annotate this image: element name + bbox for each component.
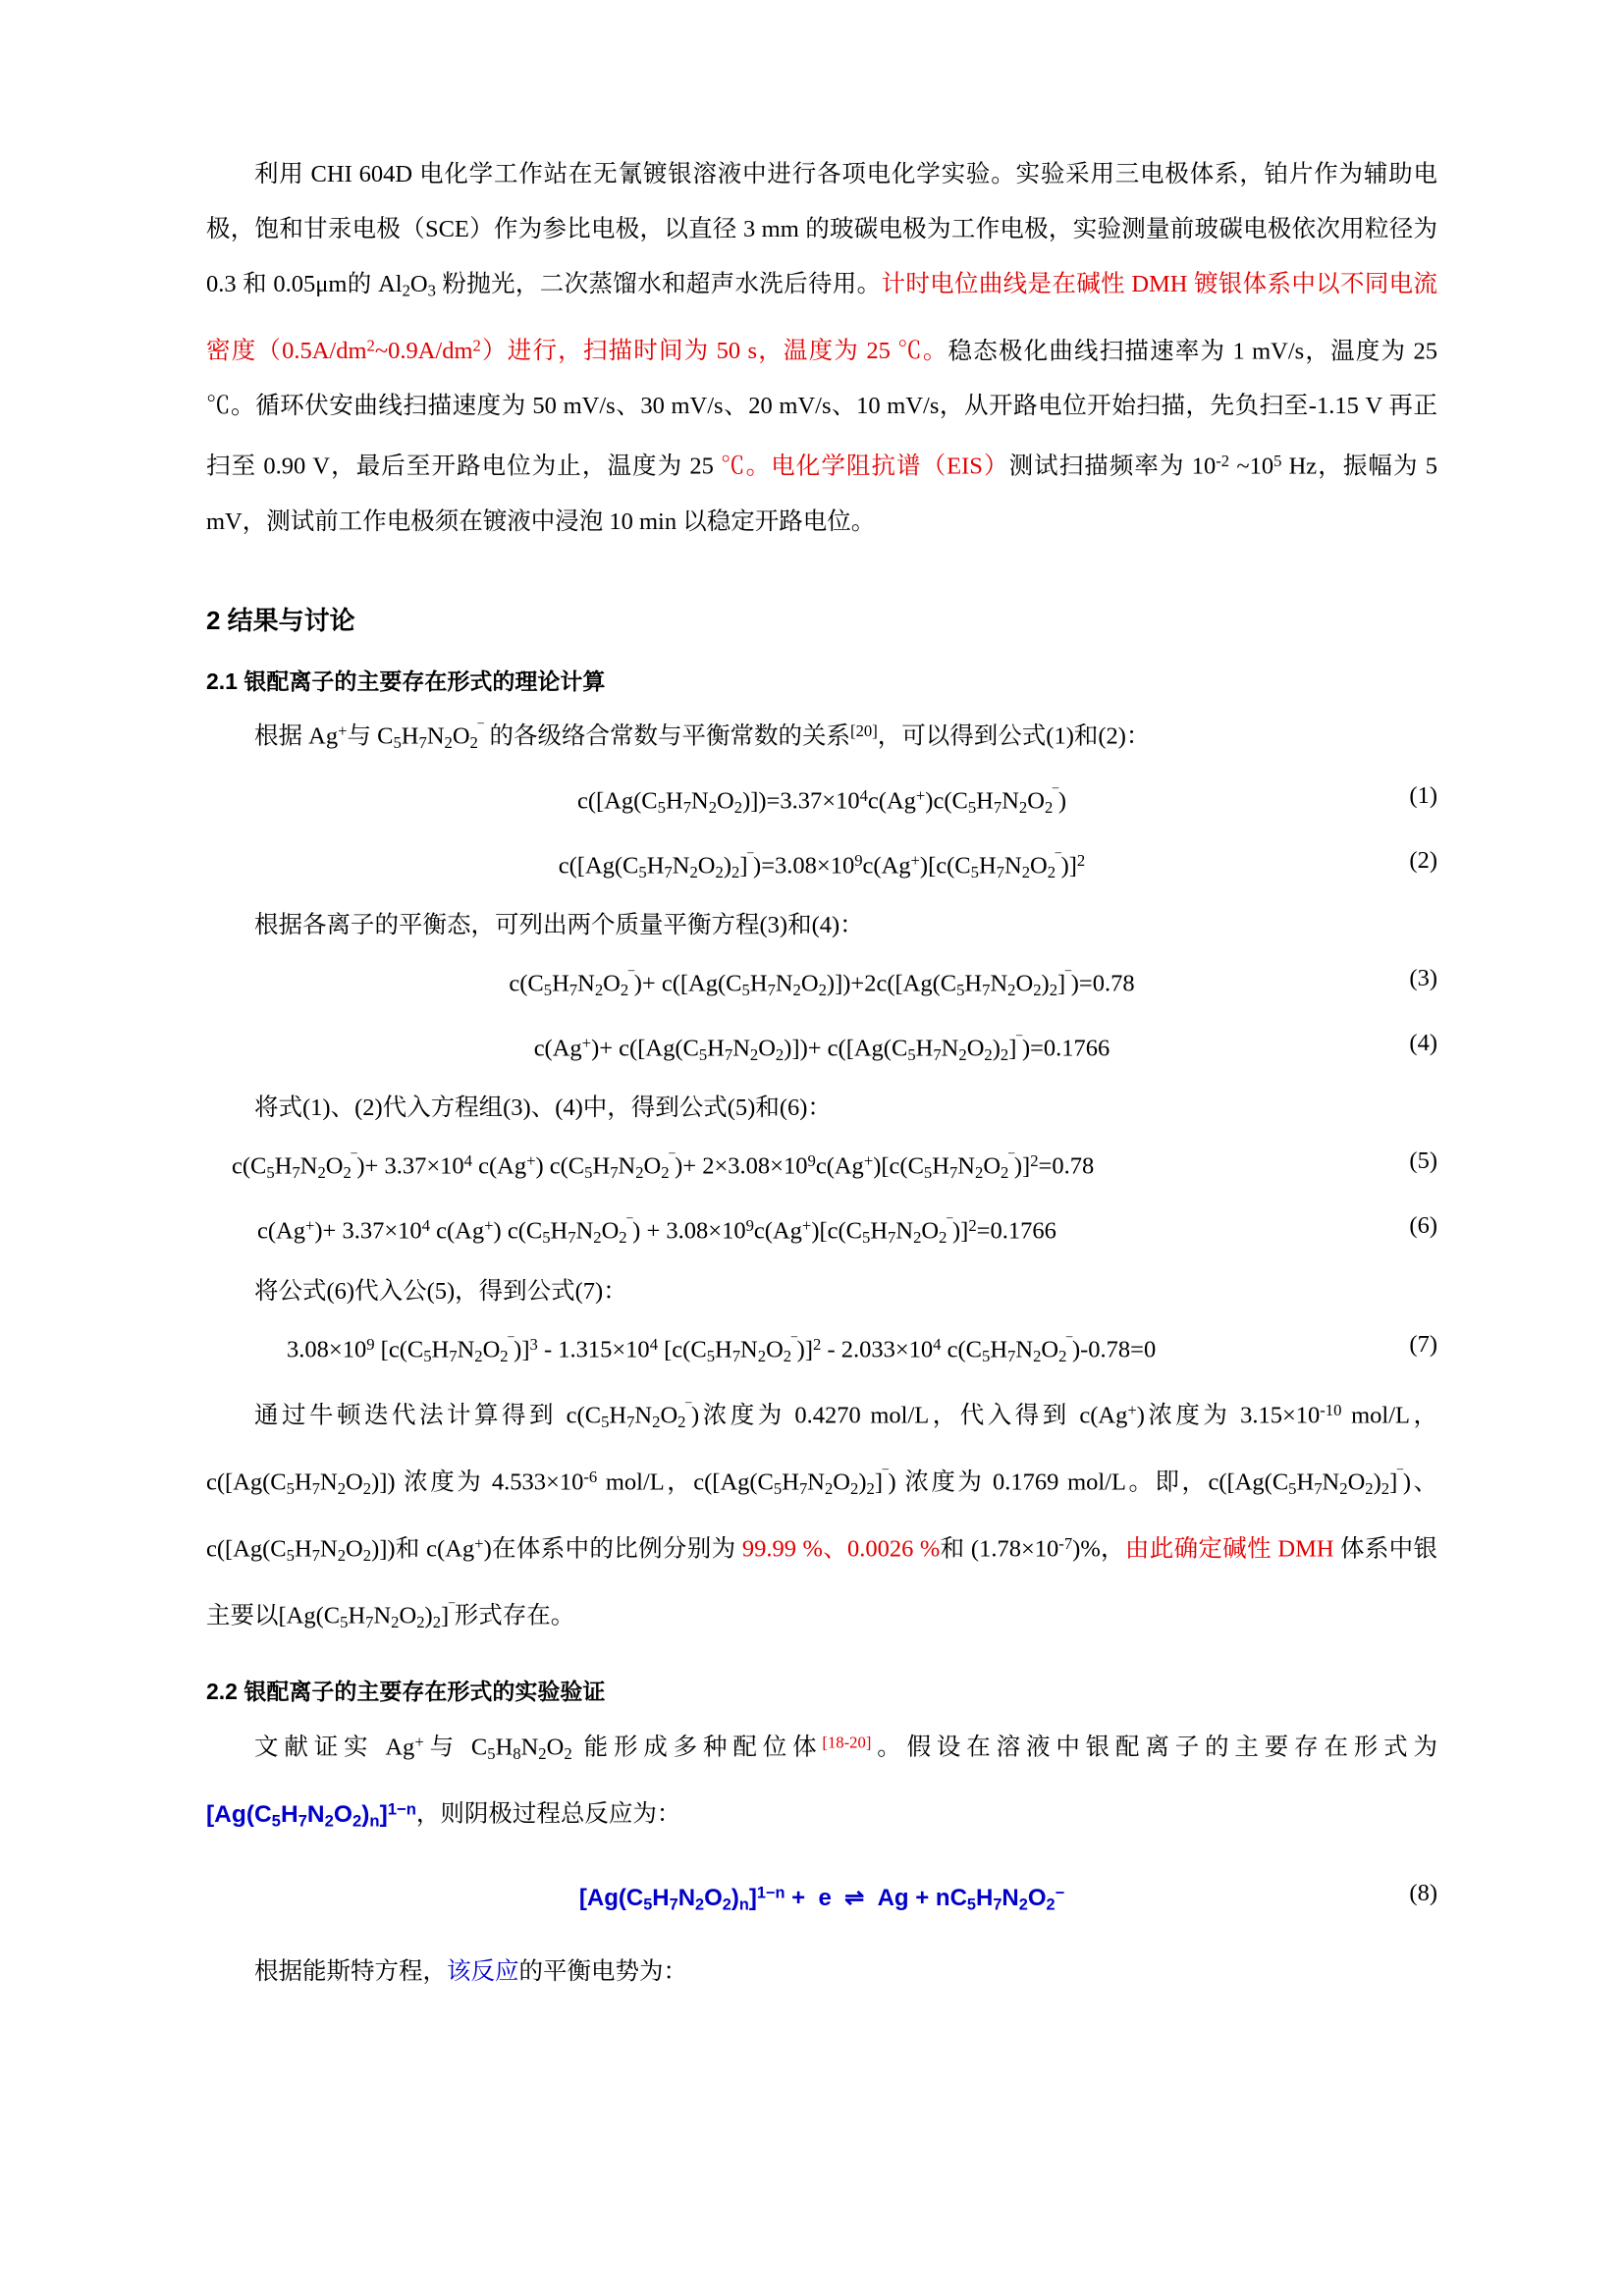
- equation-1: $c([Ag(C_5H_7N_2O_2)])=3.37\times 10^4c(Ag^+)c(C_5H_7N_2O_2^‾)$ (1): [206, 770, 1437, 834]
- equation-3-number: (3): [1409, 965, 1437, 992]
- equation-1-number: (1): [1409, 781, 1437, 809]
- section-heading-2: 2 结果与讨论: [206, 605, 355, 635]
- equation-4-number: (4): [1409, 1030, 1437, 1057]
- equation-7-number: (7): [1409, 1330, 1437, 1358]
- nernst-text-a: 根据能斯特方程，: [254, 1957, 447, 1985]
- equation-2: $c([Ag(C_5H_7N_2O_2)_2]^‾)=3.08\times 10^9c(Ag^+)[c(C_5H_7N_2O_2^‾)]^2$ (2): [206, 834, 1437, 899]
- highlight-chronopotentiometry: 计时电位曲线是在碱性 DMH 镀银体系中以不同电流密度$(0.5A/dm^2\sim 0.9A/dm^2)$进行，扫描时间为 50 s，温度为 25 ℃。: [206, 271, 1438, 365]
- equation-7: $3.08\times 10^9$ $[c(C_5H_7N_2O_2^‾)]^3 - 1.315\times 10^4$ $[c(C_5H_7N_2O_2^‾)]^2 - 2.033\times 10^4$ $c(C_5H_7N_2O_2^‾)-0.78=0$ (7): [206, 1318, 1437, 1383]
- paragraph-21-intro: 根据 Ag+与 $C_5H_7N_2O_2^‾$ 的各级络合常数与平衡常数的关系[20]，可以得到公式(1)和(2)：: [254, 721, 1151, 752]
- equation-5: $c(C_5H_7N_2O_2^‾)+ 3.37\times 10^4$ c(Ag+) $c(C_5H_7N_2O_2^‾)+ 2\times 3.08\times 10^9c(Ag^+)[c(C_5H_7N_2O_2^‾)]^2=0.78$ (5): [206, 1135, 1437, 1200]
- section-heading-2-2: 2.2 银配离子的主要存在形式的实验验证: [206, 1679, 606, 1705]
- equation-3: $c(C_5H_7N_2O_2^‾)+ c([Ag(C_5H_7N_2O_2)])+2c([Ag(C_5H_7N_2O_2)_2]^‾)=0.78$ (3): [206, 952, 1437, 1017]
- paragraph-22-nernst: [206, 1946, 1437, 1999]
- paragraph-21-results: 通过牛顿迭代法计算得到 $c(C_5H_7N_2O_2^‾)$浓度为 0.4270 mol/L，代入得到 c(Ag+)浓度为 $3.15\times 10^{-10}$ mol/L，$c([Ag(C_5H_7N_2O_2)])$ 浓度为 $4.533\times 10^{-6}$ mol/L，$c([Ag(C_5H_7N_2O_2)_2]^‾)$ 浓度为 0.1769 mol/L。即，$c([Ag(C_5H_7N_2O_2)_2]^‾)$、$c([Ag(C_5H_7N_2O_2)])$和 c(Ag+)在体系中的比例分别为 99.99 %、0.0026 %和 $(1.78\times 10^{-7})\%$，由此确定碱性 DMH 体系中银主要以$[Ag(C_5H_7N_2O_2)_2]^‾$形式存在。: [206, 1400, 1438, 1632]
- equation-6-number: (6): [1409, 1212, 1437, 1240]
- paragraph-experimental-setup: 利用 CHI 604D 电化学工作站在无氰镀银溶液中进行各项电化学实验。实验采用三电极体系，铂片作为辅助电极，饱和甘汞电极（SCE）作为参比电极，以直径 3 mm 的玻碳电极为工作电极，实验测量前玻碳电极依次用粒径为 0.3 和 0.05μm的 $Al_2O_3$ 粉抛光，二次蒸馏水和超声水洗后待用。计时电位曲线是在碱性 DMH 镀银体系中以不同电流密度$(0.5A/dm^2\sim 0.9A/dm^2)$进行，扫描时间为 50 s，温度为 25 ℃。稳态极化曲线扫描速率为 1 mV/s，温度为 25 ℃。循环伏安曲线扫描速度为 50 mV/s、30 mV/s、20 mV/s、10 mV/s，从开路电位开始扫描，先负扫至-1.15 V 再正扫至 0.90 V，最后至开路电位为止，温度为 25 ℃。电化学阻抗谱（EIS）测试扫描频率为 $10^{-2}$ $\sim 10^5$ Hz，振幅为 5 mV，测试前工作电极须在镀液中浸泡 10 min 以稳定开路电位。: [206, 161, 1438, 535]
- paragraph-22-intro: 文献证实 Ag+与 $C_5H_8N_2O_2$ 能形成多种配位体[18-20]。假设在溶液中银配离子的主要存在形式为 $[Ag(C_5H_7N_2O_2)_n]^{1-n}$，则阴极过程总反应为：: [206, 1733, 1437, 1831]
- equation-8-number: (8): [1409, 1879, 1437, 1906]
- nernst-text-highlight: 该反应: [447, 1957, 519, 1985]
- highlight-temp-unit: ℃。: [721, 453, 772, 480]
- equation-8: $[Ag(C_5H_7N_2O_2)_n]^{1-n} + e$ ⇌ $Ag + nC_5H_7N_2O_2^-$ (8): [206, 1867, 1437, 1932]
- section-heading-2-1: 2.1 银配离子的主要存在形式的理论计算: [206, 667, 606, 694]
- equation-4: $c(Ag^+)+ c([Ag(C_5H_7N_2O_2)])+ c([Ag(C_5H_7N_2O_2)_2]^‾)=0.1766$ (4): [206, 1017, 1437, 1082]
- paragraph-21-substitute2: 将公式(6)代入公(5)，得到公式(7)：: [254, 1277, 627, 1305]
- formula-silver-complex: $[Ag(C_5H_7N_2O_2)_n]^{1-n}$: [206, 1799, 416, 1831]
- highlight-dmh-conclusion: 由此确定碱性 DMH: [1124, 1535, 1341, 1563]
- equation-2-number: (2): [1409, 846, 1437, 874]
- nernst-text-c: 的平衡电势为：: [518, 1957, 687, 1985]
- equation-5-number: (5): [1409, 1148, 1437, 1175]
- paragraph-21-mass-balance: 根据各离子的平衡态，可列出两个质量平衡方程(3)和(4)：: [254, 912, 864, 939]
- highlight-ratios: 99.99 %、0.0026 %: [741, 1535, 941, 1563]
- highlight-eis: 电化学阻抗谱（EIS）: [771, 453, 1009, 480]
- paragraph-21-substitute: 将式(1)、(2)代入方程组(3)、(4)中，得到公式(5)和(6)：: [254, 1095, 832, 1122]
- equation-6: $c(Ag^+)+ 3.37\times 10^4$ c(Ag+) $c(C_5H_7N_2O_2^‾) + 3.08\times 10^9c(Ag^+)[c(C_5H_7N_2O_2^‾)]^2=0.1766$ (6): [206, 1200, 1437, 1264]
- citation-18-20: [18-20]: [822, 1733, 872, 1752]
